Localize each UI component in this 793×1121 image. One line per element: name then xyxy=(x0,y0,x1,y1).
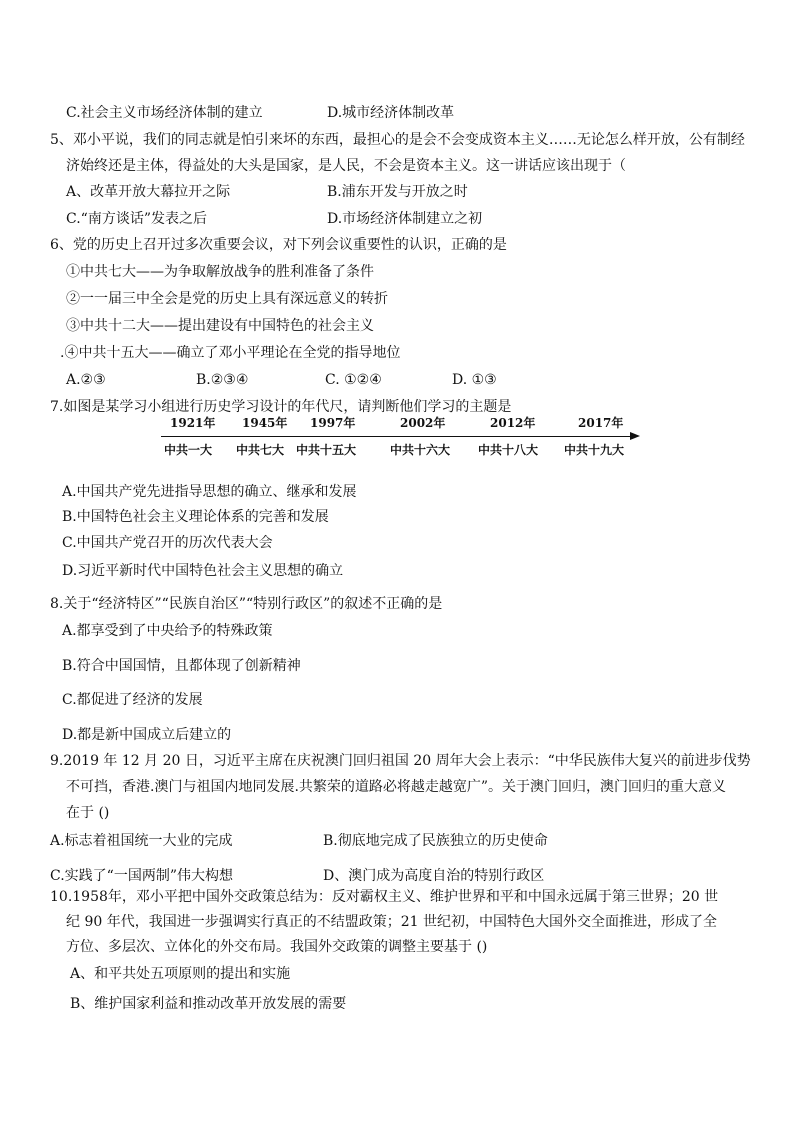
q6-item-4: .④中共十五大——确立了邓小平理论在全党的指导地位 xyxy=(60,345,401,361)
q6-item-2: ②一一届三中全会是党的历史上具有深远意义的转折 xyxy=(66,291,388,307)
timeline-year: 2012年 xyxy=(490,416,536,430)
q7-option-d: D.习近平新时代中国特色社会主义思想的确立 xyxy=(62,563,344,579)
q5-option-c: C.“南方谈话”发表之后 xyxy=(66,211,207,227)
q9-option-c: C.实践了“一国两制”伟大构想 xyxy=(50,868,233,884)
timeline-event: 中共一大 xyxy=(164,443,213,457)
q8-option-c: C.都促进了经济的发展 xyxy=(62,692,203,708)
timeline-year: 1997年 xyxy=(310,416,356,430)
year-timeline xyxy=(150,414,650,464)
q9-option-d: D、澳门成为高度自治的特别行政区 xyxy=(323,868,545,884)
timeline-event: 中共七大 xyxy=(236,443,285,457)
timeline-event: 中共十五大 xyxy=(296,443,357,457)
q4-option-d: D.城市经济体制改革 xyxy=(327,105,455,121)
q5-stem-line-1: 5、邓小平说，我们的同志就是怕引来坏的东西，最担心的是会不会变成资本主义……无论怎么样开放，公有制经 xyxy=(50,132,745,148)
q8-stem: 8.关于“经济特区”“民族自治区”“特别行政区”的叙述不正确的是 xyxy=(50,596,443,612)
q10-option-a: A、和平共处五项原则的提出和实施 xyxy=(70,966,291,982)
q6-option-b: B.②③④ xyxy=(196,372,249,388)
q5-option-a: A、改革开放大幕拉开之际 xyxy=(66,184,231,200)
q5-option-d: D.市场经济体制建立之初 xyxy=(327,211,483,227)
q5-option-b: B.浦东开发与开放之时 xyxy=(327,184,468,200)
q10-stem-line-1: 10.1958年，邓小平把中国外交政策总结为：反对霸权主义、维护世界和平和中国永远属于第三世界；20 世 xyxy=(50,889,719,905)
q8-option-a: A.都享受到了中央给予的特殊政策 xyxy=(62,623,273,639)
q9-stem-line-1: 9.2019 年 12 月 20 日，习近平主席在庆祝澳门回归祖国 20 周年大会上表示：“中华民族伟大复兴的前进步伐势 xyxy=(50,753,751,769)
timeline-event: 中共十八大 xyxy=(478,443,539,457)
timeline-event: 中共十六大 xyxy=(390,443,451,457)
timeline-year: 2002年 xyxy=(400,416,446,430)
timeline-year: 2017年 xyxy=(578,416,624,430)
q9-option-a: A.标志着祖国统一大业的完成 xyxy=(50,833,233,849)
q10-option-b: B、维护国家利益和推动改革开放发展的需要 xyxy=(70,996,347,1012)
q9-stem-line-2: 不可挡，香港.澳门与祖国内地同发展.共繁荣的道路必将越走越宽广”。关于澳门回归，澳门回归的重大意义 xyxy=(66,779,727,795)
q7-stem: 7.如图是某学习小组进行历史学习设计的年代尺，请判断他们学习的主题是 xyxy=(50,399,512,415)
q10-stem-line-3: 方位、多层次、立体化的外交布局。我国外交政策的调整主要基于 () xyxy=(66,939,488,955)
q6-option-c: C. ①②④ xyxy=(325,372,382,388)
q6-item-1: ①中共七大——为争取解放战争的胜利准备了条件 xyxy=(66,264,374,280)
timeline-year: 1945年 xyxy=(242,416,288,430)
timeline-arrow-icon xyxy=(630,432,640,440)
q8-option-b: B.符合中国国情，且都体现了创新精神 xyxy=(62,658,301,674)
q9-stem-line-3: 在于 () xyxy=(66,805,110,821)
q6-item-3: ③中共十二大——提出建设有中国特色的社会主义 xyxy=(66,318,374,334)
q7-option-c: C.中国共产党召开的历次代表大会 xyxy=(62,535,273,551)
q10-stem-line-2: 纪 90 年代，我国进一步强调实行真正的不结盟政策；21 世纪初，中国特色大国外交全面推进，形成了全 xyxy=(66,914,717,930)
q7-option-a: A.中国共产党先进指导思想的确立、继承和发展 xyxy=(62,484,357,500)
q9-option-b: B.彻底地完成了民族独立的历史使命 xyxy=(323,833,548,849)
q7-option-b: B.中国特色社会主义理论体系的完善和发展 xyxy=(62,509,329,525)
timeline-year: 1921年 xyxy=(170,416,216,430)
q4-option-c: C.社会主义市场经济体制的建立 xyxy=(66,105,263,121)
q8-option-d: D.都是新中国成立后建立的 xyxy=(62,727,232,743)
q6-stem: 6、党的历史上召开过多次重要会议，对下列会议重要性的认识，正确的是 xyxy=(50,237,507,253)
timeline-event: 中共十九大 xyxy=(564,443,625,457)
timeline-axis xyxy=(161,436,633,437)
q5-stem-line-2: 济始终还是主体，得益处的大头是国家，是人民，不会是资本主义。这一讲话应该出现于（ xyxy=(66,158,626,174)
q6-option-a: A.②③ xyxy=(66,372,106,388)
q6-option-d: D. ①③ xyxy=(452,372,497,388)
